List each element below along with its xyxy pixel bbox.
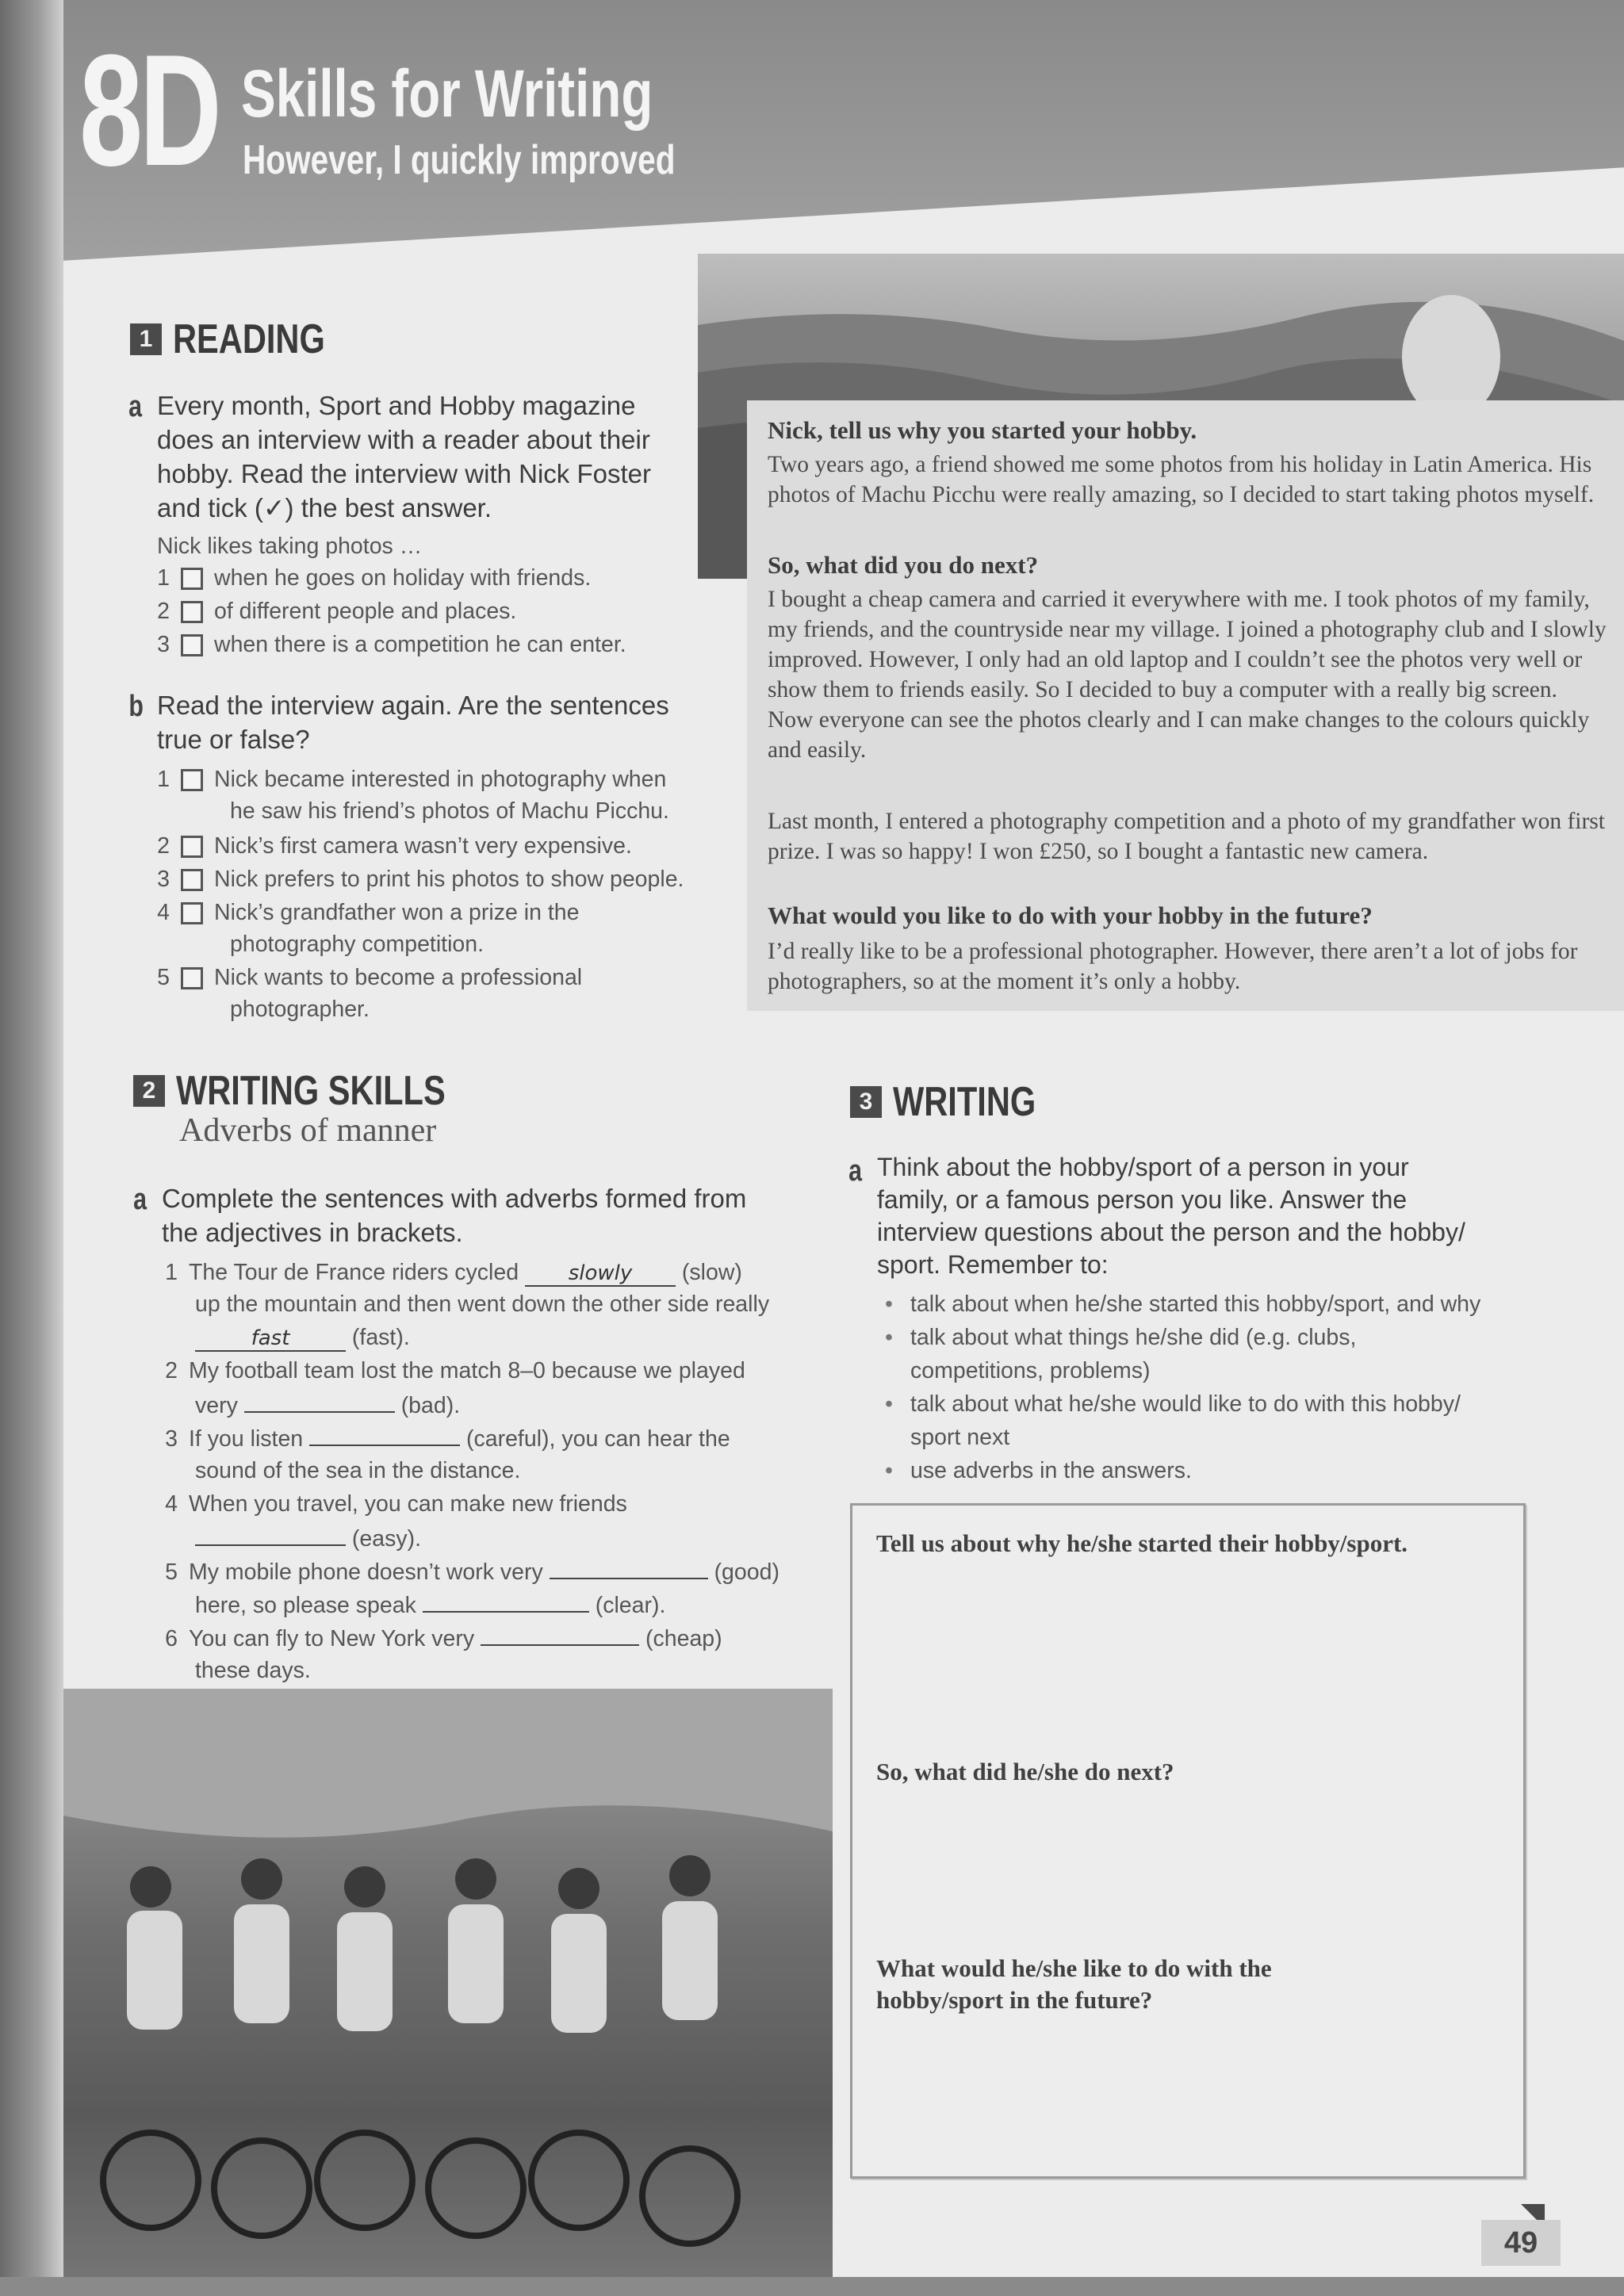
answer-blank[interactable]	[244, 1387, 395, 1413]
gap-fill-sentence: 3 If you listen (careful), you can hear the	[155, 1421, 730, 1456]
exercise-instruction: Complete the sentences with adverbs formed from the adjectives in brackets.	[162, 1184, 747, 1247]
interview-text	[747, 400, 1624, 1011]
option-item: 1 when he goes on holiday with friends.	[157, 565, 592, 591]
section-subheading: Adverbs of manner	[179, 1112, 437, 1149]
answer-blank[interactable]	[423, 1587, 589, 1613]
exercise-letter: a	[848, 1154, 863, 1188]
unit-title: Skills for Writing	[241, 56, 653, 131]
sentence-continuation: (easy).	[195, 1521, 421, 1556]
sentence-continuation: sound of the sea in the distance.	[195, 1458, 521, 1483]
frame-question: What would he/she like to do with the hobby/sport in the future?	[876, 1954, 1272, 2014]
section-number: 1	[130, 323, 162, 355]
writing-answer-box[interactable]	[850, 1503, 1526, 2179]
bullet-continuation: sport next	[910, 1425, 1010, 1450]
exercise-instruction: Think about the hobby/sport of a person in your family, or a famous person you like. Answer the interview questions about the person and the hobby/ sport. Remember to:	[877, 1153, 1465, 1279]
sentence-continuation: here, so please speak (clear).	[195, 1587, 665, 1622]
bullet-item: • talk about what things he/she did (e.g. clubs,	[910, 1321, 1356, 1354]
answer-blank[interactable]	[309, 1421, 460, 1446]
frame-question: Tell us about why he/she started their hobby/sport.	[876, 1529, 1408, 1557]
exercise-instruction: Read the interview again. Are the sentences true or false?	[157, 691, 669, 754]
interview-answer: Two years ago, a friend showed me some photos from his holiday in Latin America. His photos of Machu Picchu were really amazing, so I decided to start taking photos myself.	[768, 452, 1595, 507]
frame-question: So, what did he/she do next?	[876, 1758, 1174, 1785]
unit-number: 8D	[79, 22, 219, 199]
gap-fill-sentence: 2 My football team lost the match 8–0 because we played	[165, 1358, 745, 1383]
interview-answer: I bought a cheap camera and carried it everywhere with me. I took photos of my family, my friends, and the countryside near my village. I joined a photography club and I slowly improved. However, I only had an old laptop and I couldn’t see the photos very well or show them to friends easily. So I decided to buy a computer with a really big screen. Now everyone can see the photos clearly and I can make changes to the colours quickly and easily.	[768, 587, 1607, 763]
tick-checkbox[interactable]	[181, 869, 203, 891]
tick-checkbox[interactable]	[181, 902, 203, 924]
true-false-item: 1 Nick became interested in photography when	[157, 767, 667, 792]
answer-blank[interactable]	[550, 1554, 708, 1579]
writing-skills-heading	[133, 1067, 513, 1115]
true-false-item: 2 Nick’s first camera wasn’t very expensive.	[157, 833, 632, 859]
true-false-item: 3 Nick prefers to print his photos to show people.	[157, 867, 684, 892]
gap-fill-sentence: 5 My mobile phone doesn’t work very (good)	[155, 1554, 779, 1589]
answer-blank[interactable]	[195, 1521, 346, 1546]
option-item: 2 of different people and places.	[157, 599, 517, 624]
interview-question: What would you like to do with your hobby in the future?	[768, 901, 1373, 929]
exercise-instruction: Every month, Sport and Hobby magazine does an interview with a reader about their hobby. Read the interview with Nick Foster and tick (✓) the best answer.	[157, 391, 651, 522]
bullet-item: • use adverbs in the answers.	[910, 1454, 1192, 1487]
item-continuation: he saw his friend’s photos of Machu Picchu.	[230, 798, 669, 824]
answer-blank[interactable]: slowly	[525, 1261, 676, 1287]
exercise-letter: a	[133, 1183, 147, 1216]
interview-question: Nick, tell us why you started your hobby.	[768, 416, 1197, 444]
gap-fill-sentence: 1 The Tour de France riders cycled slowly (slow)	[165, 1260, 742, 1285]
gap-fill-sentence: 4 When you travel, you can make new friends	[165, 1491, 627, 1517]
unit-subtitle: However, I quickly improved	[243, 137, 676, 183]
tick-checkbox[interactable]	[181, 836, 203, 858]
tick-checkbox[interactable]	[181, 769, 203, 791]
exercise-letter: b	[128, 690, 144, 723]
tick-checkbox[interactable]	[181, 634, 203, 656]
section-number: 2	[133, 1075, 165, 1107]
item-continuation: photography competition.	[230, 932, 485, 957]
answer-blank[interactable]: fast	[195, 1326, 346, 1352]
bullet-item: • talk about what he/she would like to do with this hobby/	[910, 1387, 1461, 1421]
bullet-continuation: competitions, problems)	[910, 1358, 1151, 1383]
sentence-continuation: fast (fast).	[195, 1321, 410, 1354]
writing-heading	[850, 1078, 1071, 1126]
tick-checkbox[interactable]	[181, 601, 203, 623]
page-number: 49	[1481, 2220, 1561, 2266]
interview-question: So, what did you do next?	[768, 551, 1039, 579]
tick-checkbox[interactable]	[181, 967, 203, 989]
section-title: READING	[173, 316, 325, 362]
question-stem: Nick likes taking photos …	[157, 534, 423, 559]
binding-shadow	[0, 0, 63, 2296]
section-title: WRITING	[893, 1079, 1036, 1125]
reading-heading	[130, 316, 363, 363]
bullet-item: • talk about when he/she started this hobby/sport, and why	[910, 1288, 1480, 1321]
true-false-item: 5 Nick wants to become a professional	[157, 965, 583, 990]
answer-blank[interactable]	[481, 1621, 639, 1646]
sentence-continuation: very (bad).	[195, 1387, 460, 1422]
interview-answer: Last month, I entered a photography competition and a photo of my grandfather won first prize. I was so happy! I won £250, so I bought a fantastic new camera.	[768, 809, 1605, 864]
exercise-letter: a	[128, 390, 143, 423]
option-item: 3 when there is a competition he can enter.	[157, 632, 626, 657]
interview-answer: I’d really like to be a professional photographer. However, there aren’t a lot of jobs for photographers, so at the moment it’s only a hobby.	[768, 939, 1578, 994]
page-bottom-edge	[0, 2277, 1624, 2296]
gap-fill-sentence: 6 You can fly to New York very (cheap)	[155, 1621, 722, 1655]
section-number: 3	[850, 1086, 882, 1118]
item-continuation: photographer.	[230, 997, 370, 1022]
section-title: WRITING SKILLS	[176, 1068, 446, 1114]
sentence-continuation: these days.	[195, 1658, 311, 1683]
sentence-continuation: up the mountain and then went down the other side really	[195, 1292, 770, 1317]
tick-checkbox[interactable]	[181, 568, 203, 590]
cyclists-photo	[63, 1689, 833, 2296]
true-false-item: 4 Nick’s grandfather won a prize in the	[157, 900, 580, 925]
